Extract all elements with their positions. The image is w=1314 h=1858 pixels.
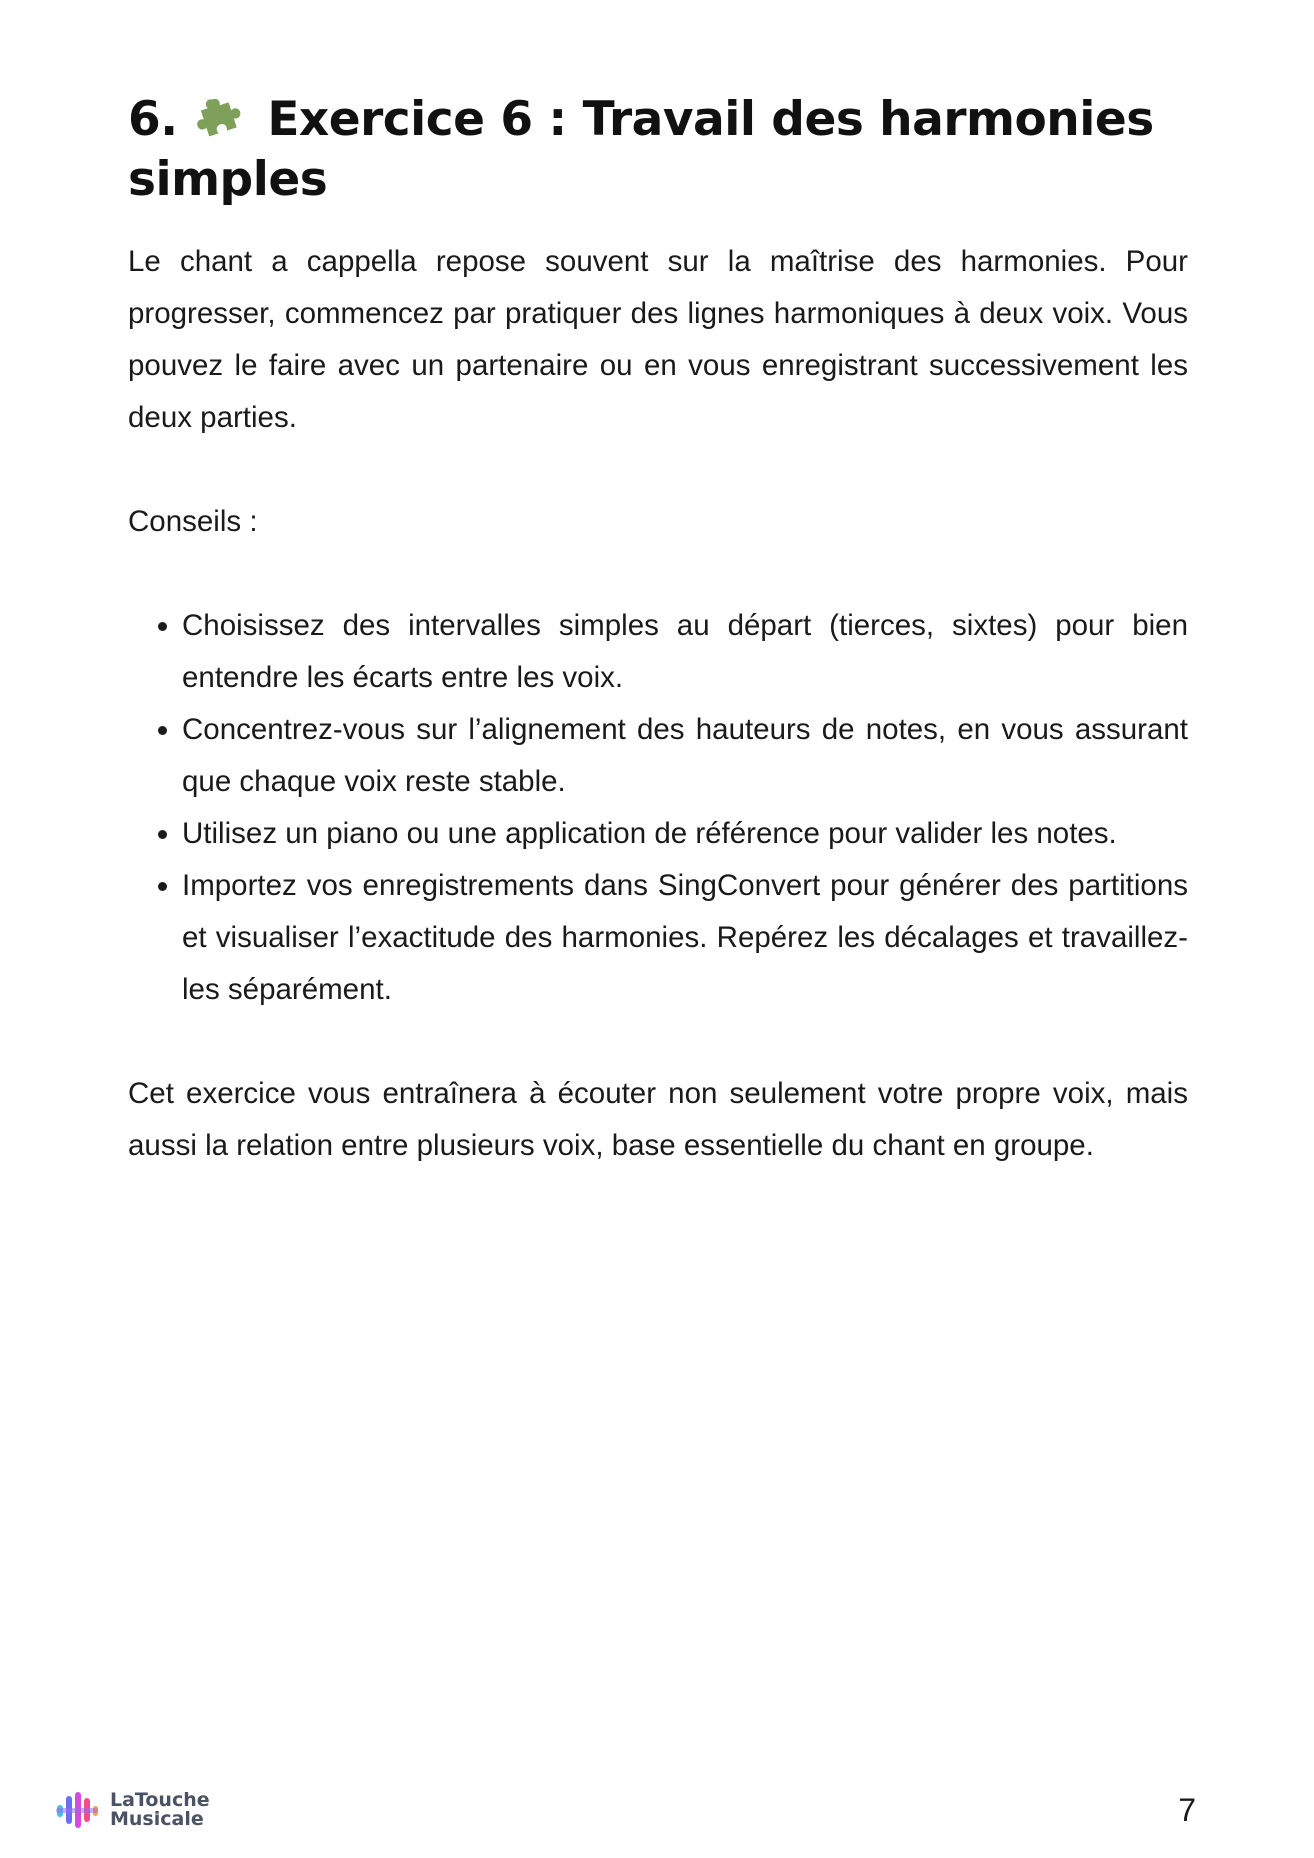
tip-text: Choisissez des intervalles simples au départ (tierces, sixtes) pour bien entendre les écarts entre les voix.	[182, 609, 1188, 694]
brand-logo	[54, 1788, 210, 1832]
list-item	[128, 600, 1188, 704]
brand-name-line1: LaTouche	[110, 1789, 210, 1811]
section-heading	[128, 90, 1188, 210]
equalizer-logo-icon	[54, 1788, 100, 1832]
tip-text: Importez vos enregistrements dans SingConvert pour générer des partitions et visualiser l’exactitude des harmonies. Repérez les décalages et travaillez-les séparément.	[182, 869, 1188, 1006]
tip-text: Concentrez-vous sur l’alignement des hauteurs de notes, en vous assurant que chaque voix reste stable.	[182, 713, 1188, 798]
bullet-icon	[158, 726, 167, 735]
section-number: 6.	[128, 92, 178, 147]
tip-text: Utilisez un piano ou une application de référence pour valider les notes.	[182, 817, 1117, 850]
brand-name-line2: Musicale	[110, 1808, 204, 1830]
list-item	[128, 808, 1188, 860]
tips-list	[128, 600, 1188, 1016]
page-number: 7	[1178, 1792, 1196, 1828]
document-page	[128, 90, 1188, 1172]
intro-paragraph: Le chant a cappella repose souvent sur la maîtrise des harmonies. Pour progresser, commencez par pratiquer des lignes harmoniques à deux voix. Vous pouvez le faire avec un partenaire ou en vous enregistrant successivement les deux parties.	[128, 245, 1188, 434]
brand-name	[110, 1791, 210, 1829]
section-title: Exercice 6 : Travail des harmonies simples	[128, 92, 1154, 207]
bullet-icon	[158, 830, 167, 839]
bullet-icon	[158, 882, 167, 891]
conseils-label: Conseils :	[128, 505, 258, 538]
puzzle-piece-icon	[195, 91, 245, 141]
list-item	[128, 704, 1188, 808]
list-item	[128, 860, 1188, 1016]
closing-paragraph: Cet exercice vous entraînera à écouter non seulement votre propre voix, mais aussi la relation entre plusieurs voix, base essentielle du chant en groupe.	[128, 1077, 1188, 1162]
bullet-icon	[158, 622, 167, 631]
